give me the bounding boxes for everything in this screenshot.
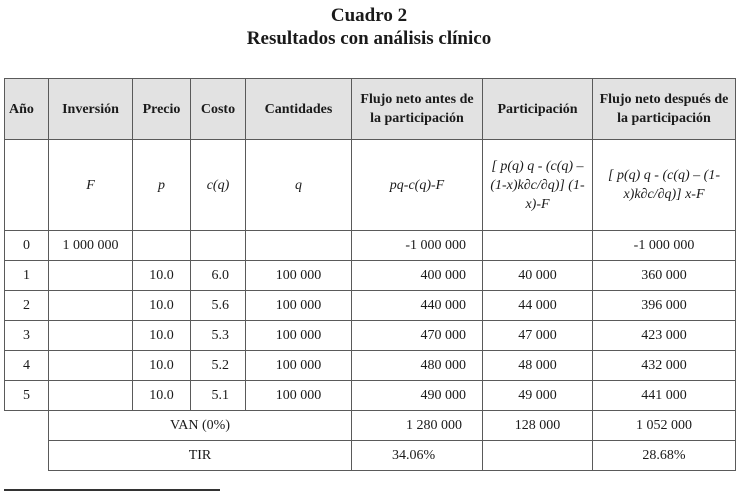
cell-year: 4 <box>5 351 49 381</box>
symbol-investment: F <box>49 140 133 231</box>
table-caption: Cuadro 2 <box>330 5 408 26</box>
cell-price: 10.0 <box>133 291 191 321</box>
cell-cash-after: 396 000 <box>593 291 736 321</box>
symbol-cash-before: pq-c(q)-F <box>352 140 483 231</box>
cell-investment <box>49 381 133 411</box>
table-subtitle: Resultados con análisis clínico <box>246 28 492 49</box>
cell-quantities: 100 000 <box>246 351 352 381</box>
symbol-cash-after: [ p(q) q - (c(q) – (1-x)k∂c/∂q)] x-F <box>593 140 736 231</box>
cell-investment <box>49 321 133 351</box>
table-row <box>5 291 736 321</box>
cell-cash-after: 360 000 <box>593 261 736 291</box>
van-row <box>5 411 736 441</box>
cell-cash-before: 480 000 <box>352 351 483 381</box>
cell-quantities: 100 000 <box>246 381 352 411</box>
tir-label: TIR <box>49 441 352 471</box>
cell-participation: 44 000 <box>483 291 593 321</box>
cell-price: 10.0 <box>133 351 191 381</box>
cell-cash-after: 423 000 <box>593 321 736 351</box>
symbol-year <box>5 140 49 231</box>
van-label: VAN (0%) <box>49 411 352 441</box>
cell-cash-before: 470 000 <box>352 321 483 351</box>
symbol-row <box>5 140 736 231</box>
cell-cash-after: -1 000 000 <box>593 231 736 261</box>
tir-before: 34.06% <box>352 441 483 471</box>
cell-participation <box>483 231 593 261</box>
cell-price: 10.0 <box>133 381 191 411</box>
table-row <box>5 321 736 351</box>
header-quantities: Cantidades <box>246 79 352 140</box>
cell-year: 1 <box>5 261 49 291</box>
cell-year: 2 <box>5 291 49 321</box>
cell-investment: 1 000 000 <box>49 231 133 261</box>
header-year: Año <box>5 79 49 140</box>
cell-investment <box>49 291 133 321</box>
cell-quantities: 100 000 <box>246 321 352 351</box>
cell-cost: 6.0 <box>191 261 246 291</box>
table-row <box>5 231 736 261</box>
header-cash-after: Flujo neto después de la participación <box>593 79 736 140</box>
cell-cost: 5.6 <box>191 291 246 321</box>
header-cost: Costo <box>191 79 246 140</box>
cell-price: 10.0 <box>133 261 191 291</box>
cell-price <box>133 231 191 261</box>
header-cash-before: Flujo neto antes de la participación <box>352 79 483 140</box>
cell-year: 3 <box>5 321 49 351</box>
tir-participation <box>483 441 593 471</box>
cell-cash-after: 441 000 <box>593 381 736 411</box>
cell-cost: 5.3 <box>191 321 246 351</box>
header-price: Precio <box>133 79 191 140</box>
symbol-cost: c(q) <box>191 140 246 231</box>
footnote-rule <box>4 489 220 491</box>
symbol-quantities: q <box>246 140 352 231</box>
results-table <box>4 78 736 471</box>
cell-year: 0 <box>5 231 49 261</box>
cell-cash-after: 432 000 <box>593 351 736 381</box>
cell-participation: 47 000 <box>483 321 593 351</box>
van-before: 1 280 000 <box>352 411 483 441</box>
cell-cost <box>191 231 246 261</box>
cell-quantities <box>246 231 352 261</box>
tir-row <box>5 441 736 471</box>
symbol-participation: [ p(q) q - (c(q) – (1-x)k∂c/∂q)] (1-x)-F <box>483 140 593 231</box>
cell-participation: 40 000 <box>483 261 593 291</box>
tir-after: 28.68% <box>593 441 736 471</box>
table-row <box>5 351 736 381</box>
cell-participation: 48 000 <box>483 351 593 381</box>
van-after: 1 052 000 <box>593 411 736 441</box>
van-participation: 128 000 <box>483 411 593 441</box>
table-row <box>5 381 736 411</box>
cell-quantities: 100 000 <box>246 261 352 291</box>
cell-cost: 5.2 <box>191 351 246 381</box>
cell-quantities: 100 000 <box>246 291 352 321</box>
header-investment: Inversión <box>49 79 133 140</box>
cell-cost: 5.1 <box>191 381 246 411</box>
cell-participation: 49 000 <box>483 381 593 411</box>
header-participation: Participación <box>483 79 593 140</box>
cell-cash-before: 440 000 <box>352 291 483 321</box>
cell-price: 10.0 <box>133 321 191 351</box>
cell-cash-before: -1 000 000 <box>352 231 483 261</box>
cell-investment <box>49 351 133 381</box>
cell-cash-before: 400 000 <box>352 261 483 291</box>
cell-cash-before: 490 000 <box>352 381 483 411</box>
cell-investment <box>49 261 133 291</box>
table-row <box>5 261 736 291</box>
header-row <box>5 79 736 140</box>
cell-year: 5 <box>5 381 49 411</box>
symbol-price: p <box>133 140 191 231</box>
